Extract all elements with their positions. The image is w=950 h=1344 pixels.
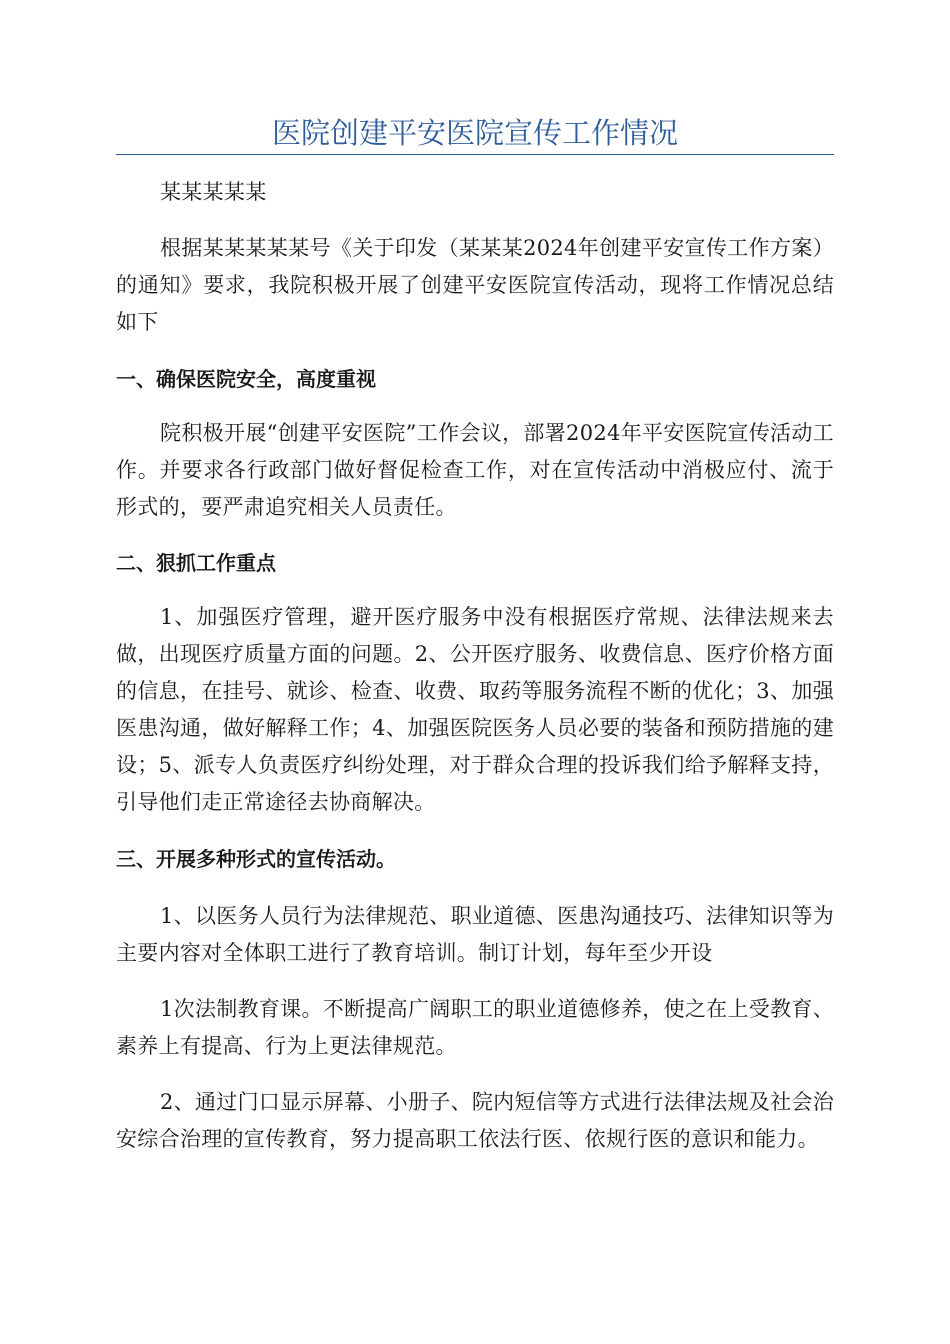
section-2-heading: 二、狠抓工作重点 [116, 551, 276, 575]
intro-paragraph: 根据某某某某某号《关于印发（某某某2024年创建平安宣传工作方案）的通知》要求，我院积极开展了创建平安医院宣传活动，现将工作情况总结如下 [116, 236, 834, 334]
author-line: 某某某某某 [160, 180, 267, 204]
section-3-paragraph-2: 1次法制教育课。不断提高广阔职工的职业道德修养，使之在上受教育、素养上有提高、行为上更法律规范。 [116, 997, 834, 1058]
section-2-paragraph-1: 1、加强医疗管理，避开医疗服务中没有根据医疗常规、法律法规来去做，出现医疗质量方面的问题。2、公开医疗服务、收费信息、医疗价格方面的信息，在挂号、就诊、检查、收费、取药等服务流程不断的优化；3、加强医患沟通，做好解释工作；4、加强医院医务人员必要的装备和预防措施的建设；5、派专人负责医疗纠纷处理，对于群众合理的投诉我们给予解释支持，引导他们走正常途径去协商解决。 [116, 605, 834, 814]
document-title: 医院创建平安医院宣传工作情况 [271, 116, 678, 150]
section-3-paragraph-1: 1、以医务人员行为法律规范、职业道德、医患沟通技巧、法律知识等为主要内容对全体职工进行了教育培训。制订计划，每年至少开设 [116, 904, 834, 965]
section-3-heading: 三、开展多种形式的宣传活动。 [116, 847, 396, 871]
section-3-paragraph-3: 2、通过门口显示屏幕、小册子、院内短信等方式进行法律法规及社会治安综合治理的宣传教育，努力提高职工依法行医、依规行医的意识和能力。 [116, 1090, 834, 1151]
section-1-paragraph-1: 院积极开展“创建平安医院”工作会议，部署2024年平安医院宣传活动工作。并要求各行政部门做好督促检查工作，对在宣传活动中消极应付、流于形式的，要严肃追究相关人员责任。 [116, 421, 834, 519]
section-1-heading: 一、确保医院安全，高度重视 [116, 367, 376, 391]
title-underline [116, 154, 834, 155]
